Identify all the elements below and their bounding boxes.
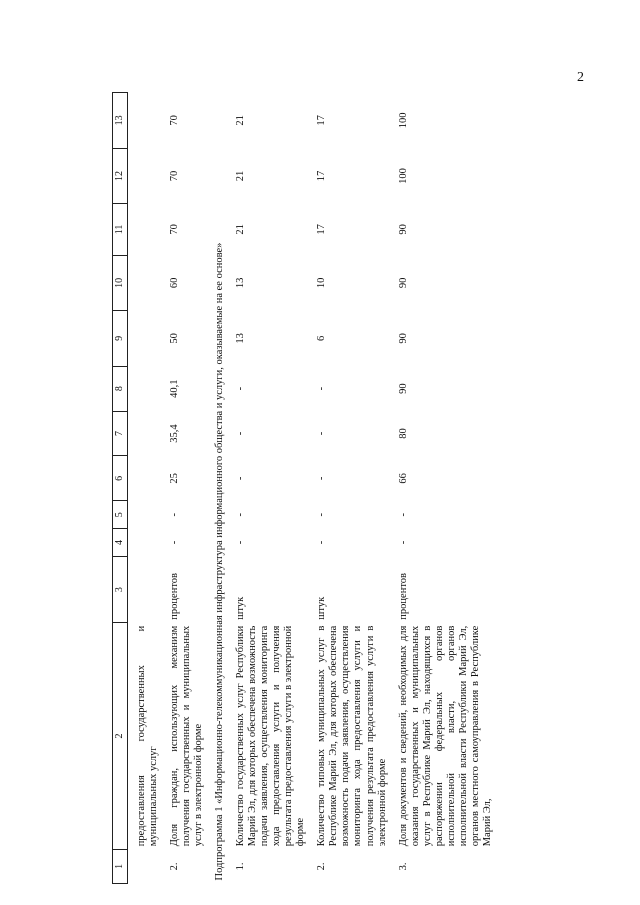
value-cell: 6 [316, 335, 328, 342]
value-cell: - [316, 386, 328, 391]
value-cell: 90 [397, 277, 409, 289]
column-header: 7 [113, 411, 128, 456]
value-cell [127, 255, 161, 311]
value-cell [127, 501, 161, 529]
value-cell: 90 [397, 383, 409, 394]
value-cell: 100 [397, 168, 409, 184]
value-cell: 70 [168, 170, 180, 182]
value-cell: - [397, 540, 409, 545]
value-cell [127, 529, 161, 557]
value-cell: 80 [397, 428, 409, 439]
value-cell: - [316, 476, 328, 481]
value-cell [127, 366, 161, 411]
unit-cell: процентов [168, 573, 180, 620]
row-number: 2. [316, 862, 328, 871]
column-header: 13 [113, 93, 128, 149]
value-cell [127, 411, 161, 456]
subprogram-heading: Подпрограмма 1 «Информационно-телекоммуникационная инфраструктура информационного общества и услуги, оказываемые на ее основе» [213, 242, 225, 881]
value-cell: 10 [316, 277, 328, 289]
indicator-description: Доля граждан, использующих механизм получения государственных и муниципальных услуг в электронной форме [168, 625, 204, 847]
column-header: 9 [113, 311, 128, 367]
value-cell: - [168, 513, 180, 517]
table-row [161, 93, 206, 884]
unit-cell: штук [316, 596, 328, 620]
value-cell: - [316, 431, 328, 436]
column-header: 10 [113, 255, 128, 311]
column-header: 5 [113, 501, 128, 529]
value-cell: - [316, 540, 328, 545]
value-cell: 66 [397, 473, 409, 484]
unit-cell: штук [234, 596, 246, 620]
column-header: 3 [113, 556, 128, 622]
value-cell: 70 [168, 115, 180, 126]
value-cell: 35,4 [168, 424, 180, 443]
value-cell: 60 [168, 277, 180, 289]
page-number: 2 [577, 70, 584, 85]
value-cell [127, 93, 161, 149]
value-cell: - [234, 386, 246, 391]
row-number [127, 849, 161, 883]
row-number: 2. [168, 862, 180, 871]
value-cell [127, 204, 161, 255]
value-cell: 25 [168, 473, 180, 484]
value-cell [127, 456, 161, 501]
value-cell: - [316, 513, 328, 517]
column-header: 12 [113, 148, 128, 204]
unit-cell: процентов [397, 573, 409, 620]
table-row [127, 93, 161, 884]
column-header: 4 [113, 529, 128, 557]
column-header: 8 [113, 366, 128, 411]
value-cell: - [234, 513, 246, 517]
value-cell: 50 [168, 333, 180, 344]
value-cell: - [168, 540, 180, 545]
value-cell: 17 [316, 224, 328, 235]
value-cell [127, 311, 161, 367]
subprogram-heading-row [206, 93, 227, 884]
rotated-table-container [112, 92, 520, 884]
row-number: 3. [397, 862, 409, 871]
value-cell: 100 [397, 112, 409, 129]
table-row [308, 93, 389, 884]
value-cell: 40,1 [168, 379, 180, 398]
column-header: 1 [113, 849, 128, 883]
column-header: 11 [113, 204, 128, 255]
value-cell [127, 148, 161, 204]
unit-cell [127, 556, 161, 622]
value-cell: 13 [234, 277, 246, 289]
value-cell: 90 [397, 224, 409, 235]
table-row [227, 93, 308, 884]
value-cell: 90 [397, 333, 409, 344]
indicator-description: Количество типовых муниципальных услуг в Республике Марий Эл, для которых обеспечена возможность подачи заявления, осуществления мониторинга хода предоставления услуги и получения результата предоставления услуги в электронной форме [316, 625, 388, 847]
row-number: 1. [234, 862, 246, 871]
value-cell: 21 [234, 115, 246, 126]
value-cell: 13 [234, 333, 246, 344]
indicator-description: Доля документов и сведений, необходимых для оказания государственных и муниципальных услуг в Республике Марий Эл, находящихся в распоряжении федеральных органов исполнительной власти, органов исполнительной власти Республики Марий Эл, органов местного самоуправления в Республике Марий Эл, [397, 625, 494, 847]
column-number-row [113, 93, 128, 884]
column-header: 6 [113, 456, 128, 501]
indicators-table [112, 92, 495, 884]
value-cell: 21 [234, 170, 246, 182]
value-cell: 21 [234, 224, 246, 235]
value-cell: 17 [316, 170, 328, 182]
indicator-description: предоставления государственных и муниципальных услуг [135, 625, 159, 847]
value-cell: - [234, 540, 246, 545]
column-header: 2 [113, 623, 128, 850]
value-cell: 70 [168, 224, 180, 235]
indicator-description: Количество государственных услуг Республики Марий Эл, для которых обеспечена возможность подачи заявления, осуществления мониторинга хода предоставления услуги и получения результата предоставления услуги в электронной форме [234, 625, 307, 847]
value-cell: - [234, 476, 246, 481]
value-cell: 17 [316, 115, 328, 126]
table-row [390, 93, 496, 884]
value-cell: - [397, 513, 409, 517]
value-cell: - [234, 431, 246, 436]
